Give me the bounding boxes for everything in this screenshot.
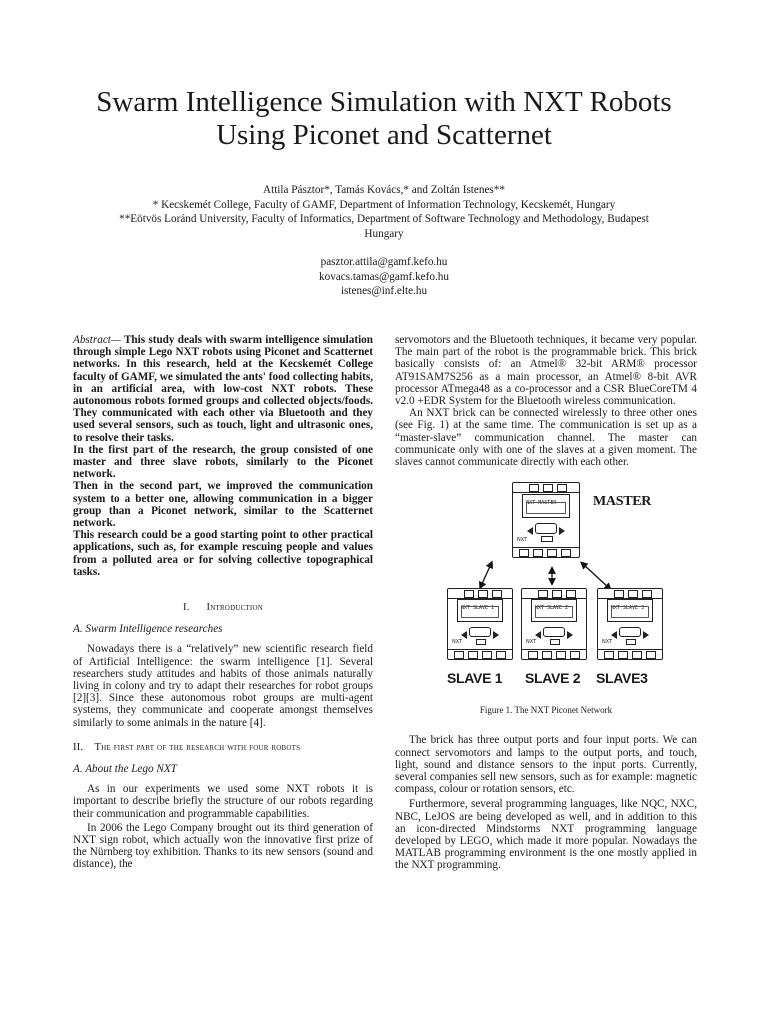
section-2-paragraph-2: In 2006 the Lego Company brought out its third generation of NXT sign robot, which actually won the innovative first prize of the Nürnberg toy exhibition. Thanks to its new sensors (sound and distance), the	[73, 821, 373, 871]
right-paragraph-3: The brick has three output ports and four input ports. We can connect servomotors and lamps to the output ports, and touch, light, sound and distance sensors to the input ports. Currently, several companies sell new sensors, such as for example: magnetic compass, colour or rotation sensors, etc.	[395, 734, 697, 796]
master-brick-text: NXT	[517, 537, 528, 544]
right-paragraph-1: servomotors and the Bluetooth techniques, it became very popular. The main part of the robot is the programmable brick. This brick basically consists of: an Atmel® 32-bit ARM® processor AT91SAM7S256 as a main processor, an Atmel® 8-bit AVR processor ATmega48 as a co-processor and a CSR BlueCoreTM 4 v2.0 +EDR System for the Bluetooth wireless communication.	[395, 334, 697, 408]
email-3[interactable]: istenes@inf.elte.hu	[340, 285, 428, 297]
affiliation-1: * Kecskemét College, Faculty of GAMF, Department of Information Technology, Kecskemét, Hungary	[152, 198, 616, 211]
slave-3-label: SLAVE3	[596, 670, 648, 687]
author-block	[40, 183, 728, 299]
nxt-brick-slave-1	[447, 588, 513, 660]
master-screen-label: NXT MASTER	[526, 499, 557, 506]
abstract-paragraph-2: In the first part of the research, the group consisted of one master and three slave robots, similarly to the Piconet network.	[73, 443, 373, 481]
section-1-paragraph: Nowadays there is a “relatively” new scientific research field of Artificial Intelligence: the swarm intelligence [1]. Several researchers study attitudes and habits of those animals naturally living in colony and try to adapt their researches for robot groups [2][3]. Since these autonomous robot groups are multi-agent systems, they communicate and cooperate amongst themselves similarly to some animals in the nature [4].	[73, 643, 373, 729]
right-column	[395, 334, 697, 872]
section-2-heading	[73, 741, 373, 754]
arrow-master-slave1	[481, 564, 491, 586]
slave3-screen-label: NXT SLAVE 3	[610, 605, 645, 612]
section-1-number: I.	[183, 602, 190, 614]
nxt-brick-slave-3	[597, 588, 663, 660]
abstract-lead: Abstract—	[73, 334, 121, 346]
subsection-2a-heading: A. About the Lego NXT	[73, 762, 177, 775]
slave3-brick-text: NXT	[602, 639, 613, 646]
figure-caption: Figure 1. The NXT Piconet Network	[479, 705, 613, 716]
slave1-brick-text: NXT	[452, 639, 463, 646]
figure-piconet	[395, 476, 697, 696]
slave2-brick-text: NXT	[526, 639, 537, 646]
section-2-title: The first part of the research with four robots	[94, 741, 301, 753]
title-line-2: Using Piconet and Scatternet	[216, 119, 552, 151]
paper-title	[40, 86, 728, 152]
affiliation-2: **Eötvös Loránd University, Faculty of Informatics, Department of Software Technology and Methodology, Budapest	[119, 213, 649, 225]
right-paragraph-2: An NXT brick can be connected wirelessly to three other ones (see Fig. 1) at the same time. The communication is set up as a “master-slave” communication channel. The master can communicate only with one of the slaves at a given moment. The slaves cannot communicate directly with each other.	[395, 407, 697, 469]
slave1-screen-label: NXT SLAVE 1	[460, 605, 495, 612]
left-column	[73, 334, 373, 871]
section-2-number: II.	[73, 741, 84, 753]
email-1[interactable]: pasztor.attila@gamf.kefo.hu	[320, 256, 448, 268]
author-names: Attila Pásztor*, Tamás Kovács,* and Zoltán Istenes**	[263, 184, 505, 196]
section-1-title: Introduction	[206, 602, 263, 614]
slave-1-label: SLAVE 1	[447, 670, 503, 687]
email-2[interactable]: kovacs.tamas@gamf.kefo.hu	[319, 270, 449, 283]
abstract-paragraph-1	[73, 334, 373, 444]
abstract-paragraph-3: Then in the second part, we improved the communication system to a better one, allowing communication in a bigger group than a Piconet network, similar to the Scatternet network.	[73, 480, 373, 530]
section-1-heading	[73, 602, 373, 614]
affiliation-2-country: Hungary	[364, 227, 404, 240]
arrow-master-slave3	[583, 564, 609, 588]
slave-2-label: SLAVE 2	[525, 670, 581, 687]
section-2-paragraph-1: As in our experiments we used some NXT robots it is important to describe briefly the structure of our robots regarding their communication and programmable capabilities.	[73, 783, 373, 820]
nxt-brick-slave-2	[521, 588, 587, 660]
right-paragraph-4: Furthermore, several programming languages, like NQC, NXC, NBC, LeJOS are being developed as well, and in addition to this an icon-directed Mindstorms NXT programming language developed by LEGO, which made it more popular. Nowadays the MATLAB programming environment is the one mostly applied in the NXT programming.	[395, 798, 697, 872]
slave2-screen-label: NXT SLAVE 2	[534, 605, 569, 612]
title-line-1: Swarm Intelligence Simulation with NXT Robots	[96, 86, 672, 118]
abstract-paragraph-4: This research could be a good starting point to other practical applications, such as, for example rescuing people and values from a polluted area or for solving collective topographical tasks.	[73, 529, 373, 578]
abstract-text-1: This study deals with swarm intelligence simulation through simple Lego NXT robots using Piconet and Scatternet networks. In this research, held at the Kecskemét College faculty of GAMF, we simulated the ants' food collecting habits, in an artificial area, with low-cost NXT robots. These autonomous robots formed groups and collected objects/foods. They communicated with each other via Bluetooth and they used several sensors, such as touch, light and ultrasonic ones, to resolve their tasks.	[73, 334, 373, 444]
subsection-1a-heading: A. Swarm Intelligence researches	[73, 623, 223, 636]
master-label: MASTER	[593, 494, 652, 510]
nxt-brick-master	[512, 482, 580, 558]
